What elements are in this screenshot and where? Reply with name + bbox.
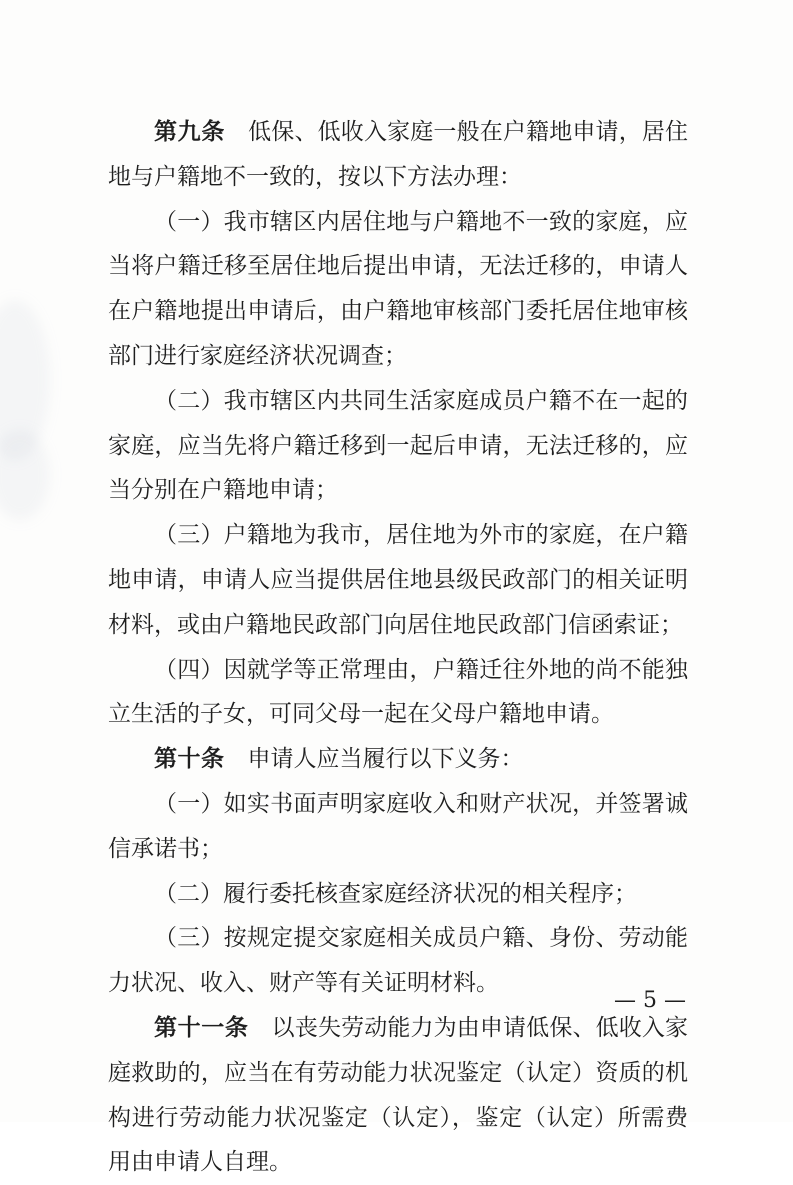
paragraph-text: 低保、低收入家庭一般在户籍地申请，居住地与户籍地不一致的，按以下方法办理： (108, 119, 689, 190)
document-body (108, 110, 688, 1185)
scan-artifact (0, 430, 50, 520)
article-title: 第十一条 (154, 1014, 249, 1041)
article-9-item-3 (108, 513, 688, 647)
paragraph-text: （二）履行委托核查家庭经济状况的相关程序； (154, 880, 637, 907)
article-10-item-1 (108, 782, 688, 872)
article-title: 第十条 (154, 746, 225, 773)
article-10-intro (108, 737, 688, 782)
paragraph-text: （二）我市辖区内共同生活家庭成员户籍不在一起的家庭，应当先将户籍迁移到一起后申请，无法迁移的，应当分别在户籍地申请； (108, 387, 688, 504)
page-number: — 5 — (614, 988, 686, 1013)
article-9-item-4 (108, 648, 688, 738)
article-9-item-2 (108, 379, 688, 513)
paragraph-text: （三）按规定提交家庭相关成员户籍、身份、劳动能力状况、收入、财产等有关证明材料。 (108, 925, 688, 997)
paragraph-text: （四）因就学等正常理由，户籍迁往外地的尚不能独立生活的子女，可同父母一起在父母户籍地申请。 (108, 656, 688, 728)
article-9-intro (108, 110, 688, 200)
paragraph-text: 以丧失劳动能力为由申请低保、低收入家庭救助的，应当在有劳动能力状况鉴定（认定）资质的机构进行劳动能力状况鉴定（认定），鉴定（认定）所需费用由申请人自理。 (108, 1014, 689, 1176)
paragraph-text: （一）我市辖区内居住地与户籍地不一致的家庭，应当将户籍迁移至居住地后提出申请，无法迁移的，申请人在户籍地提出申请后，由户籍地审核部门委托居住地审核部门进行家庭经济状况调查； (108, 208, 688, 369)
paragraph-text: （三）户籍地为我市，居住地为外市的家庭，在户籍地申请，申请人应当提供居住地县级民政部门的相关证明材料，或由户籍地民政部门向居住地民政部门信函索证； (108, 522, 688, 638)
paragraph-text: （一）如实书面声明家庭收入和财产状况，并签署诚信承诺书； (108, 790, 688, 862)
paragraph-text: 申请人应当履行以下义务： (247, 746, 524, 773)
article-10-item-3 (108, 916, 688, 1006)
article-9-item-1 (108, 200, 688, 379)
article-title: 第九条 (154, 119, 225, 145)
article-10-item-2 (108, 872, 688, 917)
article-11 (108, 1006, 688, 1185)
